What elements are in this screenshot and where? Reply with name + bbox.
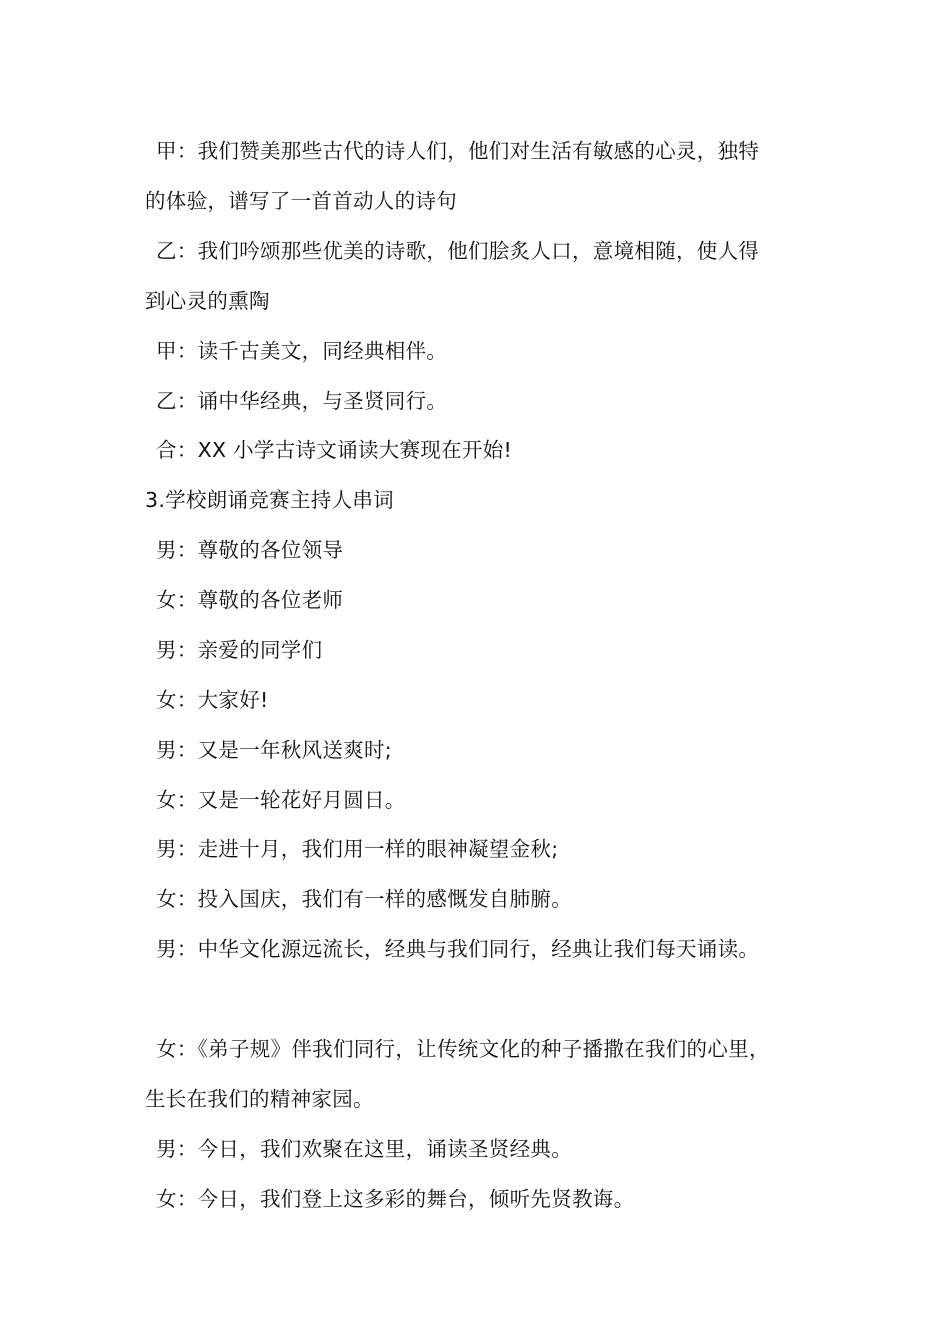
paragraph-line: 合：XX 小学古诗文诵读大赛现在开始! <box>156 438 513 462</box>
paragraph-line: 男：中华文化源远流长，经典与我们同行，经典让我们每天诵读。 <box>156 937 760 961</box>
paragraph-line: 女：投入国庆，我们有一样的感慨发自肺腑。 <box>156 887 572 911</box>
paragraph-line: 女：《弟子规》伴我们同行，让传统文化的种子播撒在我们的心里， <box>156 1037 770 1061</box>
paragraph-line: 男：亲爱的同学们 <box>156 638 323 662</box>
paragraph-line: 生长在我们的精神家园。 <box>145 1087 374 1111</box>
paragraph-line: 甲：我们赞美那些古代的诗人们，他们对生活有敏感的心灵，独特 <box>156 139 760 163</box>
section-heading: 3.学校朗诵竞赛主持人串词 <box>145 488 394 512</box>
paragraph-line: 女：又是一轮花好月圆日。 <box>156 788 406 812</box>
paragraph-line: 的体验，谱写了一首首动人的诗句 <box>145 189 457 213</box>
paragraph-line: 女：大家好! <box>156 688 269 712</box>
paragraph-line: 男：尊敬的各位领导 <box>156 538 344 562</box>
paragraph-line: 男：又是一年秋风送爽时; <box>156 738 393 762</box>
paragraph-line: 到心灵的熏陶 <box>145 289 270 313</box>
paragraph-line: 男：走进十月，我们用一样的眼神凝望金秋; <box>156 837 559 861</box>
paragraph-line: 乙：我们吟颂那些优美的诗歌，他们脍炙人口，意境相随，使人得 <box>156 239 760 263</box>
paragraph-line: 女：今日，我们登上这多彩的舞台，倾听先贤教诲。 <box>156 1187 635 1211</box>
paragraph-line: 乙：诵中华经典，与圣贤同行。 <box>156 389 448 413</box>
paragraph-line: 甲：读千古美文，同经典相伴。 <box>156 339 448 363</box>
paragraph-line: 女：尊敬的各位老师 <box>156 588 344 612</box>
paragraph-line: 男：今日，我们欢聚在这里，诵读圣贤经典。 <box>156 1137 572 1161</box>
